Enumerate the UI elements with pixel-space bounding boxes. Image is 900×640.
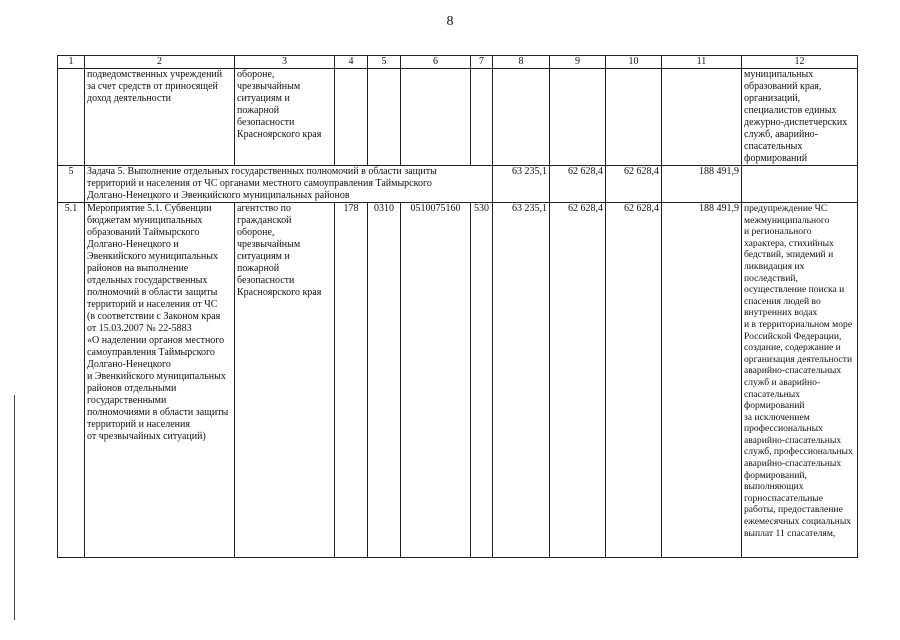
table-cell: обороне, чрезвычайным ситуациям и пожарной безопасности Красноярского края xyxy=(235,69,335,166)
column-header: 1 xyxy=(58,56,85,69)
table-cell xyxy=(335,69,368,166)
activity-result: предупреждение ЧС межмуниципального и регионального характера, стихийных бедствий, эпидемий и ликвидация их последствий, осуществление поиска и спасения людей во внутренних водах и в территориальном море Российской Федерации, создание, содержание и организация деятельности аварийно-спасательных служб и аварийно- спасательных формирований за исключением профессиональных аварийно-спасательных служб, профессиональных аварийно-спасательных формирований, выполняющих горноспасательные работы, предоставление ежемесячных социальных выплат 11 спасателям, xyxy=(742,203,858,558)
column-header: 9 xyxy=(550,56,606,69)
column-number-row xyxy=(58,56,858,69)
column-header: 6 xyxy=(401,56,471,69)
activity-col6: 0510075160 xyxy=(401,203,471,558)
table-cell xyxy=(742,166,858,203)
page-edge-line xyxy=(14,395,15,620)
activity-amount-col10: 62 628,4 xyxy=(606,203,662,558)
task-amount-col11: 188 491,9 xyxy=(662,166,742,203)
table-cell: муниципальных образований края, организаций, специалистов единых дежурно-диспетчерских служб, аварийно- спасательных формирований xyxy=(742,69,858,166)
page-number: 8 xyxy=(446,14,454,29)
activity-name: Мероприятие 5.1. Субвенции бюджетам муниципальных образований Таймырского Долгано-Ненецкого и Эвенкийского муниципальных районов на выполнение отдельных государственных полномочий в области защиты территорий и населения от ЧС (в соответствии с Законом края от 15.03.2007 № 22-5883 «О наделении органов местного самоуправления Таймырского Долгано-Ненецкого и Эвенкийского муниципальных районов отдельными государственными полномочиями в области защиты территорий и населения от чрезвычайных ситуаций) xyxy=(85,203,235,558)
budget-table xyxy=(57,55,858,558)
task-amount-col9: 62 628,4 xyxy=(550,166,606,203)
activity-amount-col8: 63 235,1 xyxy=(493,203,550,558)
table-cell: подведомственных учреждений за счет средств от приносящей доход деятельности xyxy=(85,69,235,166)
column-header: 7 xyxy=(471,56,493,69)
table-cell xyxy=(368,69,401,166)
column-header: 11 xyxy=(662,56,742,69)
column-header: 4 xyxy=(335,56,368,69)
activity-executor: агентство по гражданской обороне, чрезвычайным ситуациям и пожарной безопасности Красноярского края xyxy=(235,203,335,558)
column-header: 12 xyxy=(742,56,858,69)
table-cell xyxy=(606,69,662,166)
table-cell xyxy=(471,69,493,166)
activity-amount-col9: 62 628,4 xyxy=(550,203,606,558)
task-amount-col8: 63 235,1 xyxy=(493,166,550,203)
column-header: 3 xyxy=(235,56,335,69)
task-amount-col10: 62 628,4 xyxy=(606,166,662,203)
task-row xyxy=(58,166,858,203)
column-header: 10 xyxy=(606,56,662,69)
task-number: 5 xyxy=(58,166,85,203)
table-cell xyxy=(550,69,606,166)
activity-number: 5.1 xyxy=(58,203,85,558)
column-header: 2 xyxy=(85,56,235,69)
table-cell xyxy=(662,69,742,166)
table-cell xyxy=(58,69,85,166)
table-cell xyxy=(493,69,550,166)
table-cell xyxy=(401,69,471,166)
column-header: 8 xyxy=(493,56,550,69)
activity-row xyxy=(58,203,858,558)
activity-amount-col11: 188 491,9 xyxy=(662,203,742,558)
activity-col7: 530 xyxy=(471,203,493,558)
continuation-row xyxy=(58,69,858,166)
activity-col4: 178 xyxy=(335,203,368,558)
activity-col5: 0310 xyxy=(368,203,401,558)
task-title: Задача 5. Выполнение отдельных государственных полномочий в области защиты территорий и населения от ЧС органами местного самоуправления Таймырского Долгано-Ненецкого и Эвенкийского муниципальных районов xyxy=(85,166,493,203)
column-header: 5 xyxy=(368,56,401,69)
